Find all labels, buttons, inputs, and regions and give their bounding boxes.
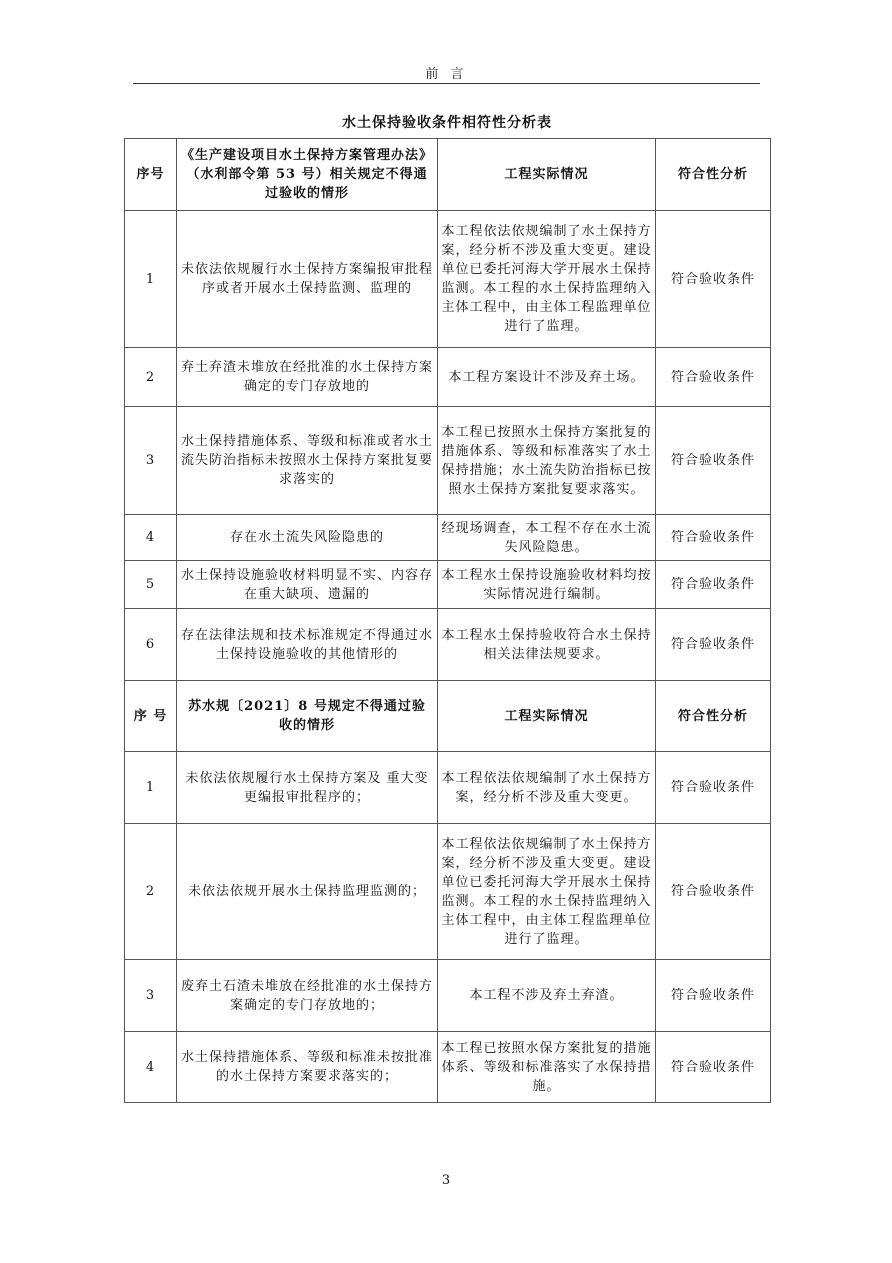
row-actual: 经现场调查，本工程不存在水土流失风险隐患。	[438, 515, 656, 561]
header-cell-no: 序号	[125, 139, 177, 211]
row-condition: 水土保持设施验收材料明显不实、内容存在重大缺项、遗漏的	[177, 561, 438, 609]
row-condition: 存在水土流失风险隐患的	[177, 515, 438, 561]
row-condition: 废弃土石渣未堆放在经批准的水土保持方案确定的专门存放地的；	[177, 960, 438, 1032]
table-row	[125, 211, 771, 348]
header-cell-no: 序 号	[125, 681, 177, 752]
row-no: 1	[125, 211, 177, 348]
row-condition: 存在法律法规和技术标准规定不得通过水土保持设施验收的其他情形的	[177, 609, 438, 681]
row-no: 1	[125, 752, 177, 824]
row-actual: 本工程水土保持设施验收材料均按实际情况进行编制。	[438, 561, 656, 609]
row-no: 4	[125, 515, 177, 561]
table-row	[125, 515, 771, 561]
table-row	[125, 824, 771, 960]
row-actual: 本工程已按照水保方案批复的措施体系、等级和标准落实了水保持措施。	[438, 1032, 656, 1103]
row-condition: 未依法依规履行水土保持方案编报审批程序或者开展水土保持监测、监理的	[177, 211, 438, 348]
section1-header-row	[125, 139, 771, 211]
row-analysis: 符合验收条件	[656, 1032, 771, 1103]
header-cell-actual: 工程实际情况	[438, 139, 656, 211]
table-title: 水土保持验收条件相符性分析表	[342, 115, 552, 131]
table-row	[125, 561, 771, 609]
row-analysis: 符合验收条件	[656, 211, 771, 348]
row-actual: 本工程依法依规编制了水土保持方案，经分析不涉及重大变更。建设单位已委托河海大学开展水土保持监测。本工程的水土保持监理纳入主体工程中，由主体工程监理单位进行了监理。	[438, 824, 656, 960]
row-actual: 本工程方案设计不涉及弃土场。	[438, 348, 656, 407]
row-actual: 本工程已按照水土保持方案批复的措施体系、等级和标准落实了水土保持措施；水土流失防治指标已按照水土保持方案批复要求落实。	[438, 407, 656, 515]
row-analysis: 符合验收条件	[656, 752, 771, 824]
table-row	[125, 752, 771, 824]
header-cell-condition: 苏水规〔2021〕8 号规定不得通过验 收的情形	[177, 681, 438, 752]
row-actual: 本工程依法依规编制了水土保持方案，经分析不涉及重大变更。	[438, 752, 656, 824]
row-analysis: 符合验收条件	[656, 407, 771, 515]
row-condition: 水土保持措施体系、等级和标准未按批准的水土保持方案要求落实的；	[177, 1032, 438, 1103]
row-condition: 弃土弃渣未堆放在经批准的水土保持方案确定的专门存放地的	[177, 348, 438, 407]
header-cell-analysis: 符合性分析	[656, 681, 771, 752]
row-condition: 水土保持措施体系、等级和标准或者水土流失防治指标未按照水土保持方案批复要求落实的	[177, 407, 438, 515]
row-condition: 未依法依规开展水土保持监理监测的；	[177, 824, 438, 960]
row-no: 2	[125, 824, 177, 960]
row-no: 6	[125, 609, 177, 681]
table-row	[125, 960, 771, 1032]
table-row	[125, 609, 771, 681]
header-cell-actual: 工程实际情况	[438, 681, 656, 752]
row-actual: 本工程水土保持验收符合水土保持相关法律法规要求。	[438, 609, 656, 681]
row-no: 3	[125, 407, 177, 515]
table-row	[125, 407, 771, 515]
row-actual: 本工程依法依规编制了水土保持方案，经分析不涉及重大变更。建设单位已委托河海大学开展水土保持监测。本工程的水土保持监理纳入主体工程中，由主体工程监理单位进行了监理。	[438, 211, 656, 348]
section2-header-row	[125, 681, 771, 752]
row-analysis: 符合验收条件	[656, 515, 771, 561]
page-number: 3	[441, 1173, 451, 1188]
row-no: 2	[125, 348, 177, 407]
row-analysis: 符合验收条件	[656, 960, 771, 1032]
compliance-table	[124, 138, 771, 1103]
row-actual: 本工程不涉及弃土弃渣。	[438, 960, 656, 1032]
row-condition: 未依法依规履行水土保持方案及 重大变更编报审批程序的；	[177, 752, 438, 824]
row-no: 5	[125, 561, 177, 609]
row-analysis: 符合验收条件	[656, 824, 771, 960]
header-cell-analysis: 符合性分析	[656, 139, 771, 211]
table-row	[125, 1032, 771, 1103]
row-analysis: 符合验收条件	[656, 348, 771, 407]
row-analysis: 符合验收条件	[656, 609, 771, 681]
row-no: 4	[125, 1032, 177, 1103]
header-cell-condition: 《生产建设项目水土保持方案管理办法》（水利部令第 53 号）相关规定不得通过验收的情形	[177, 139, 438, 211]
table-row	[125, 348, 771, 407]
row-no: 3	[125, 960, 177, 1032]
header-rule	[133, 83, 760, 84]
row-analysis: 符合验收条件	[656, 561, 771, 609]
running-header: 前 言	[425, 67, 468, 82]
